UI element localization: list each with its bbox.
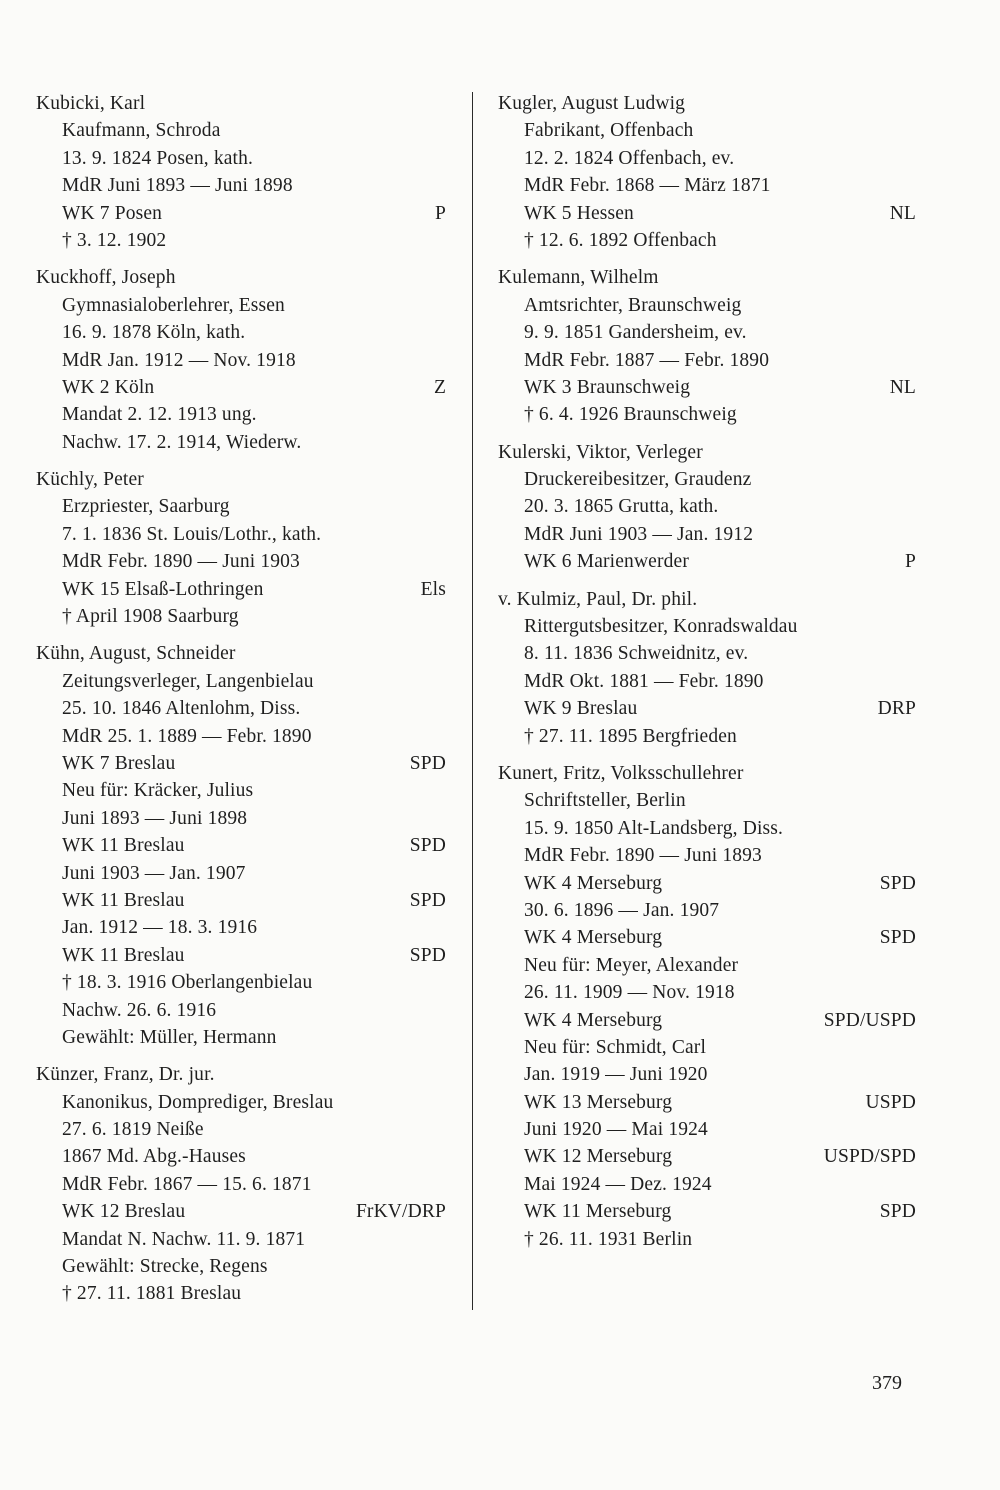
line-text: 7. 1. 1836 St. Louis/Lothr., kath. — [62, 523, 322, 545]
party-label: Z — [433, 376, 446, 398]
line-text: Künzer, Franz, Dr. jur. — [36, 1064, 215, 1086]
entry-spacer — [36, 630, 446, 640]
column-divider — [472, 92, 473, 1310]
line-text: 8. 11. 1836 Schweidnitz, ev. — [524, 643, 749, 665]
line-text: Kunert, Fritz, Volksschullehrer — [498, 762, 744, 784]
party-label: SPD — [409, 944, 446, 966]
line-text: MdR Juni 1893 — Juni 1898 — [62, 175, 293, 197]
entry-line — [36, 172, 446, 199]
entry-line — [36, 805, 446, 832]
line-text: WK 15 Elsaß-Lothringen — [62, 578, 264, 600]
biography-entry — [498, 760, 916, 1253]
line-text: Erzpriester, Saarburg — [62, 496, 230, 518]
entry-name — [36, 1061, 446, 1088]
entry-line — [36, 1253, 446, 1280]
entry-line — [498, 521, 916, 548]
entry-line — [36, 227, 446, 254]
entry-line — [36, 521, 446, 548]
line-text: Neu für: Kräcker, Julius — [62, 780, 254, 802]
entry-line — [498, 374, 916, 401]
entry-name — [36, 466, 446, 493]
line-text: WK 12 Breslau — [62, 1201, 186, 1223]
line-text: MdR Febr. 1890 — Juni 1903 — [62, 551, 300, 573]
line-text: 15. 9. 1850 Alt-Landsberg, Diss. — [524, 817, 784, 839]
line-text: Juni 1903 — Jan. 1907 — [62, 862, 246, 884]
line-text: WK 3 Braunschweig — [524, 376, 691, 398]
left-column — [36, 90, 446, 1308]
entry-line — [36, 969, 446, 996]
line-text: Kuckhoff, Joseph — [36, 267, 176, 289]
entry-line — [498, 1143, 916, 1170]
biography-entry — [36, 1061, 446, 1308]
party-label: SPD — [879, 1201, 916, 1223]
entry-name — [36, 264, 446, 291]
line-text: Gewählt: Müller, Hermann — [62, 1026, 277, 1048]
entry-line — [36, 347, 446, 374]
line-text: Kaufmann, Schroda — [62, 120, 221, 142]
entry-line — [36, 1226, 446, 1253]
line-text: Gewählt: Strecke, Regens — [62, 1256, 268, 1278]
entry-line — [36, 319, 446, 346]
party-label: SPD — [879, 927, 916, 949]
entry-line — [36, 750, 446, 777]
entry-spacer — [498, 576, 916, 586]
entry-line — [498, 897, 916, 924]
line-text: WK 5 Hessen — [524, 202, 634, 224]
line-text: 9. 9. 1851 Gandersheim, ev. — [524, 322, 747, 344]
line-text: 12. 2. 1824 Offenbach, ev. — [524, 147, 735, 169]
entry-line — [498, 548, 916, 575]
party-label: FrKV/DRP — [355, 1201, 446, 1223]
entry-line — [498, 347, 916, 374]
entry-line — [498, 842, 916, 869]
line-text: Neu für: Schmidt, Carl — [524, 1036, 707, 1058]
entry-line — [36, 1280, 446, 1307]
entry-line — [498, 319, 916, 346]
entry-line — [498, 695, 916, 722]
line-text: MdR Jan. 1912 — Nov. 1918 — [62, 349, 296, 371]
party-label: NL — [889, 202, 916, 224]
line-text: WK 2 Köln — [62, 376, 155, 398]
entry-spacer — [498, 429, 916, 439]
line-text: Kanonikus, Domprediger, Breslau — [62, 1091, 334, 1113]
entry-line — [498, 227, 916, 254]
entry-name — [36, 640, 446, 667]
page-number: 379 — [872, 1372, 902, 1394]
entry-line — [36, 887, 446, 914]
entry-line — [498, 493, 916, 520]
line-text: Nachw. 26. 6. 1916 — [62, 999, 217, 1021]
party-label: SPD — [879, 872, 916, 894]
entry-line — [36, 548, 446, 575]
entry-spacer — [36, 254, 446, 264]
entry-spacer — [36, 456, 446, 466]
party-label: Els — [420, 578, 446, 600]
line-text: WK 7 Breslau — [62, 752, 176, 774]
line-text: Jan. 1919 — Juni 1920 — [524, 1064, 708, 1086]
entry-line — [36, 493, 446, 520]
entry-name — [498, 586, 916, 613]
entry-line — [498, 668, 916, 695]
entry-line — [36, 942, 446, 969]
line-text: † 18. 3. 1916 Oberlangenbielau — [62, 972, 313, 994]
line-text: Zeitungsverleger, Langenbielau — [62, 670, 314, 692]
entry-line — [36, 1024, 446, 1051]
line-text: † 27. 11. 1881 Breslau — [62, 1283, 242, 1305]
line-text: 26. 11. 1909 — Nov. 1918 — [524, 982, 735, 1004]
line-text: Kulemann, Wilhelm — [498, 267, 659, 289]
entry-line — [498, 1171, 916, 1198]
line-text: WK 11 Breslau — [62, 944, 185, 966]
entry-line — [36, 914, 446, 941]
entry-line — [36, 1198, 446, 1225]
line-text: † 26. 11. 1931 Berlin — [524, 1228, 693, 1250]
line-text: Juni 1920 — Mai 1924 — [524, 1119, 708, 1141]
entry-line — [498, 787, 916, 814]
biography-entry — [498, 264, 916, 428]
line-text: 30. 6. 1896 — Jan. 1907 — [524, 899, 720, 921]
line-text: Nachw. 17. 2. 1914, Wiederw. — [62, 431, 302, 453]
biography-entry — [36, 466, 446, 630]
biography-entry — [36, 640, 446, 1051]
entry-line — [498, 145, 916, 172]
entry-spacer — [36, 1051, 446, 1061]
right-column — [498, 90, 916, 1253]
entry-line — [36, 997, 446, 1024]
entry-line — [498, 640, 916, 667]
entry-line — [498, 401, 916, 428]
entry-line — [498, 613, 916, 640]
line-text: WK 4 Merseburg — [524, 927, 663, 949]
line-text: WK 11 Breslau — [62, 835, 185, 857]
biography-entry — [498, 439, 916, 576]
party-label: SPD — [409, 835, 446, 857]
party-label: USPD — [865, 1091, 916, 1113]
entry-line — [498, 117, 916, 144]
entry-line — [498, 1116, 916, 1143]
line-text: 25. 10. 1846 Altenlohm, Diss. — [62, 698, 301, 720]
line-text: Mai 1924 — Dez. 1924 — [524, 1173, 712, 1195]
line-text: Rittergutsbesitzer, Konradswaldau — [524, 616, 798, 638]
entry-line — [36, 401, 446, 428]
entry-line — [36, 860, 446, 887]
line-text: † April 1908 Saarburg — [62, 606, 239, 628]
entry-line — [498, 466, 916, 493]
entry-name — [498, 90, 916, 117]
line-text: † 3. 12. 1902 — [62, 229, 167, 251]
line-text: 27. 6. 1819 Neiße — [62, 1119, 204, 1141]
entry-line — [36, 777, 446, 804]
line-text: WK 6 Marienwerder — [524, 551, 689, 573]
line-text: MdR Juni 1903 — Jan. 1912 — [524, 523, 754, 545]
entry-line — [36, 832, 446, 859]
line-text: Gymnasialoberlehrer, Essen — [62, 294, 285, 316]
line-text: Mandat 2. 12. 1913 ung. — [62, 404, 257, 426]
entry-spacer — [498, 750, 916, 760]
entry-line — [498, 870, 916, 897]
party-label: SPD — [409, 889, 446, 911]
entry-line — [36, 723, 446, 750]
entry-spacer — [498, 254, 916, 264]
line-text: Neu für: Meyer, Alexander — [524, 954, 739, 976]
entry-line — [36, 1143, 446, 1170]
party-label: DRP — [877, 698, 916, 720]
entry-line — [36, 374, 446, 401]
entry-name — [498, 264, 916, 291]
entry-line — [36, 117, 446, 144]
line-text: 13. 9. 1824 Posen, kath. — [62, 147, 254, 169]
entry-line — [498, 815, 916, 842]
party-label: SPD/USPD — [823, 1009, 916, 1031]
party-label: SPD — [409, 752, 446, 774]
line-text: v. Kulmiz, Paul, Dr. phil. — [498, 588, 698, 610]
line-text: WK 4 Merseburg — [524, 872, 663, 894]
biography-entry — [36, 90, 446, 254]
line-text: MdR Febr. 1890 — Juni 1893 — [524, 845, 762, 867]
biography-entry — [36, 264, 446, 456]
entry-line — [36, 1116, 446, 1143]
line-text: MdR Febr. 1868 — März 1871 — [524, 175, 771, 197]
entry-line — [498, 1226, 916, 1253]
line-text: WK 4 Merseburg — [524, 1009, 663, 1031]
line-text: WK 12 Merseburg — [524, 1146, 673, 1168]
line-text: Kühn, August, Schneider — [36, 643, 236, 665]
party-label: P — [435, 202, 446, 224]
biography-entry — [498, 586, 916, 750]
party-label: USPD/SPD — [823, 1146, 916, 1168]
entry-line — [498, 1007, 916, 1034]
entry-name — [498, 439, 916, 466]
entry-line — [498, 924, 916, 951]
entry-line — [36, 668, 446, 695]
entry-line — [498, 979, 916, 1006]
party-label: NL — [889, 376, 916, 398]
line-text: Schriftsteller, Berlin — [524, 790, 686, 812]
line-text: MdR Okt. 1881 — Febr. 1890 — [524, 670, 764, 692]
line-text: Fabrikant, Offenbach — [524, 120, 694, 142]
entry-line — [498, 172, 916, 199]
entry-name — [36, 90, 446, 117]
entry-line — [36, 200, 446, 227]
line-text: Küchly, Peter — [36, 469, 144, 491]
entry-line — [498, 1061, 916, 1088]
line-text: Amtsrichter, Braunschweig — [524, 294, 742, 316]
line-text: Kulerski, Viktor, Verleger — [498, 441, 703, 463]
entry-line — [36, 1171, 446, 1198]
entry-line — [498, 723, 916, 750]
line-text: Juni 1893 — Juni 1898 — [62, 807, 248, 829]
line-text: 1867 Md. Abg.-Hauses — [62, 1146, 246, 1168]
line-text: † 6. 4. 1926 Braunschweig — [524, 404, 737, 426]
entry-line — [498, 1034, 916, 1061]
line-text: WK 11 Merseburg — [524, 1201, 672, 1223]
entry-line — [36, 695, 446, 722]
line-text: 20. 3. 1865 Grutta, kath. — [524, 496, 719, 518]
entry-line — [36, 576, 446, 603]
line-text: MdR Febr. 1867 — 15. 6. 1871 — [62, 1173, 312, 1195]
line-text: 16. 9. 1878 Köln, kath. — [62, 322, 246, 344]
entry-line — [36, 292, 446, 319]
line-text: Jan. 1912 — 18. 3. 1916 — [62, 917, 258, 939]
entry-line — [36, 1089, 446, 1116]
line-text: WK 11 Breslau — [62, 889, 185, 911]
line-text: † 12. 6. 1892 Offenbach — [524, 229, 717, 251]
entry-line — [36, 603, 446, 630]
entry-line — [498, 952, 916, 979]
entry-line — [498, 292, 916, 319]
party-label: P — [905, 551, 916, 573]
line-text: Druckereibesitzer, Graudenz — [524, 469, 752, 491]
entry-line — [498, 1089, 916, 1116]
line-text: † 27. 11. 1895 Bergfrieden — [524, 725, 737, 747]
biography-entry — [498, 90, 916, 254]
line-text: Kubicki, Karl — [36, 93, 146, 114]
line-text: WK 7 Posen — [62, 202, 163, 224]
entry-line — [498, 1198, 916, 1225]
entry-name — [498, 760, 916, 787]
line-text: Kugler, August Ludwig — [498, 93, 686, 114]
entry-line — [36, 145, 446, 172]
entry-line — [498, 200, 916, 227]
line-text: WK 9 Breslau — [524, 698, 638, 720]
line-text: MdR 25. 1. 1889 — Febr. 1890 — [62, 725, 312, 747]
line-text: Mandat N. Nachw. 11. 9. 1871 — [62, 1228, 306, 1250]
entry-line — [36, 429, 446, 456]
line-text: MdR Febr. 1887 — Febr. 1890 — [524, 349, 770, 371]
line-text: WK 13 Merseburg — [524, 1091, 673, 1113]
